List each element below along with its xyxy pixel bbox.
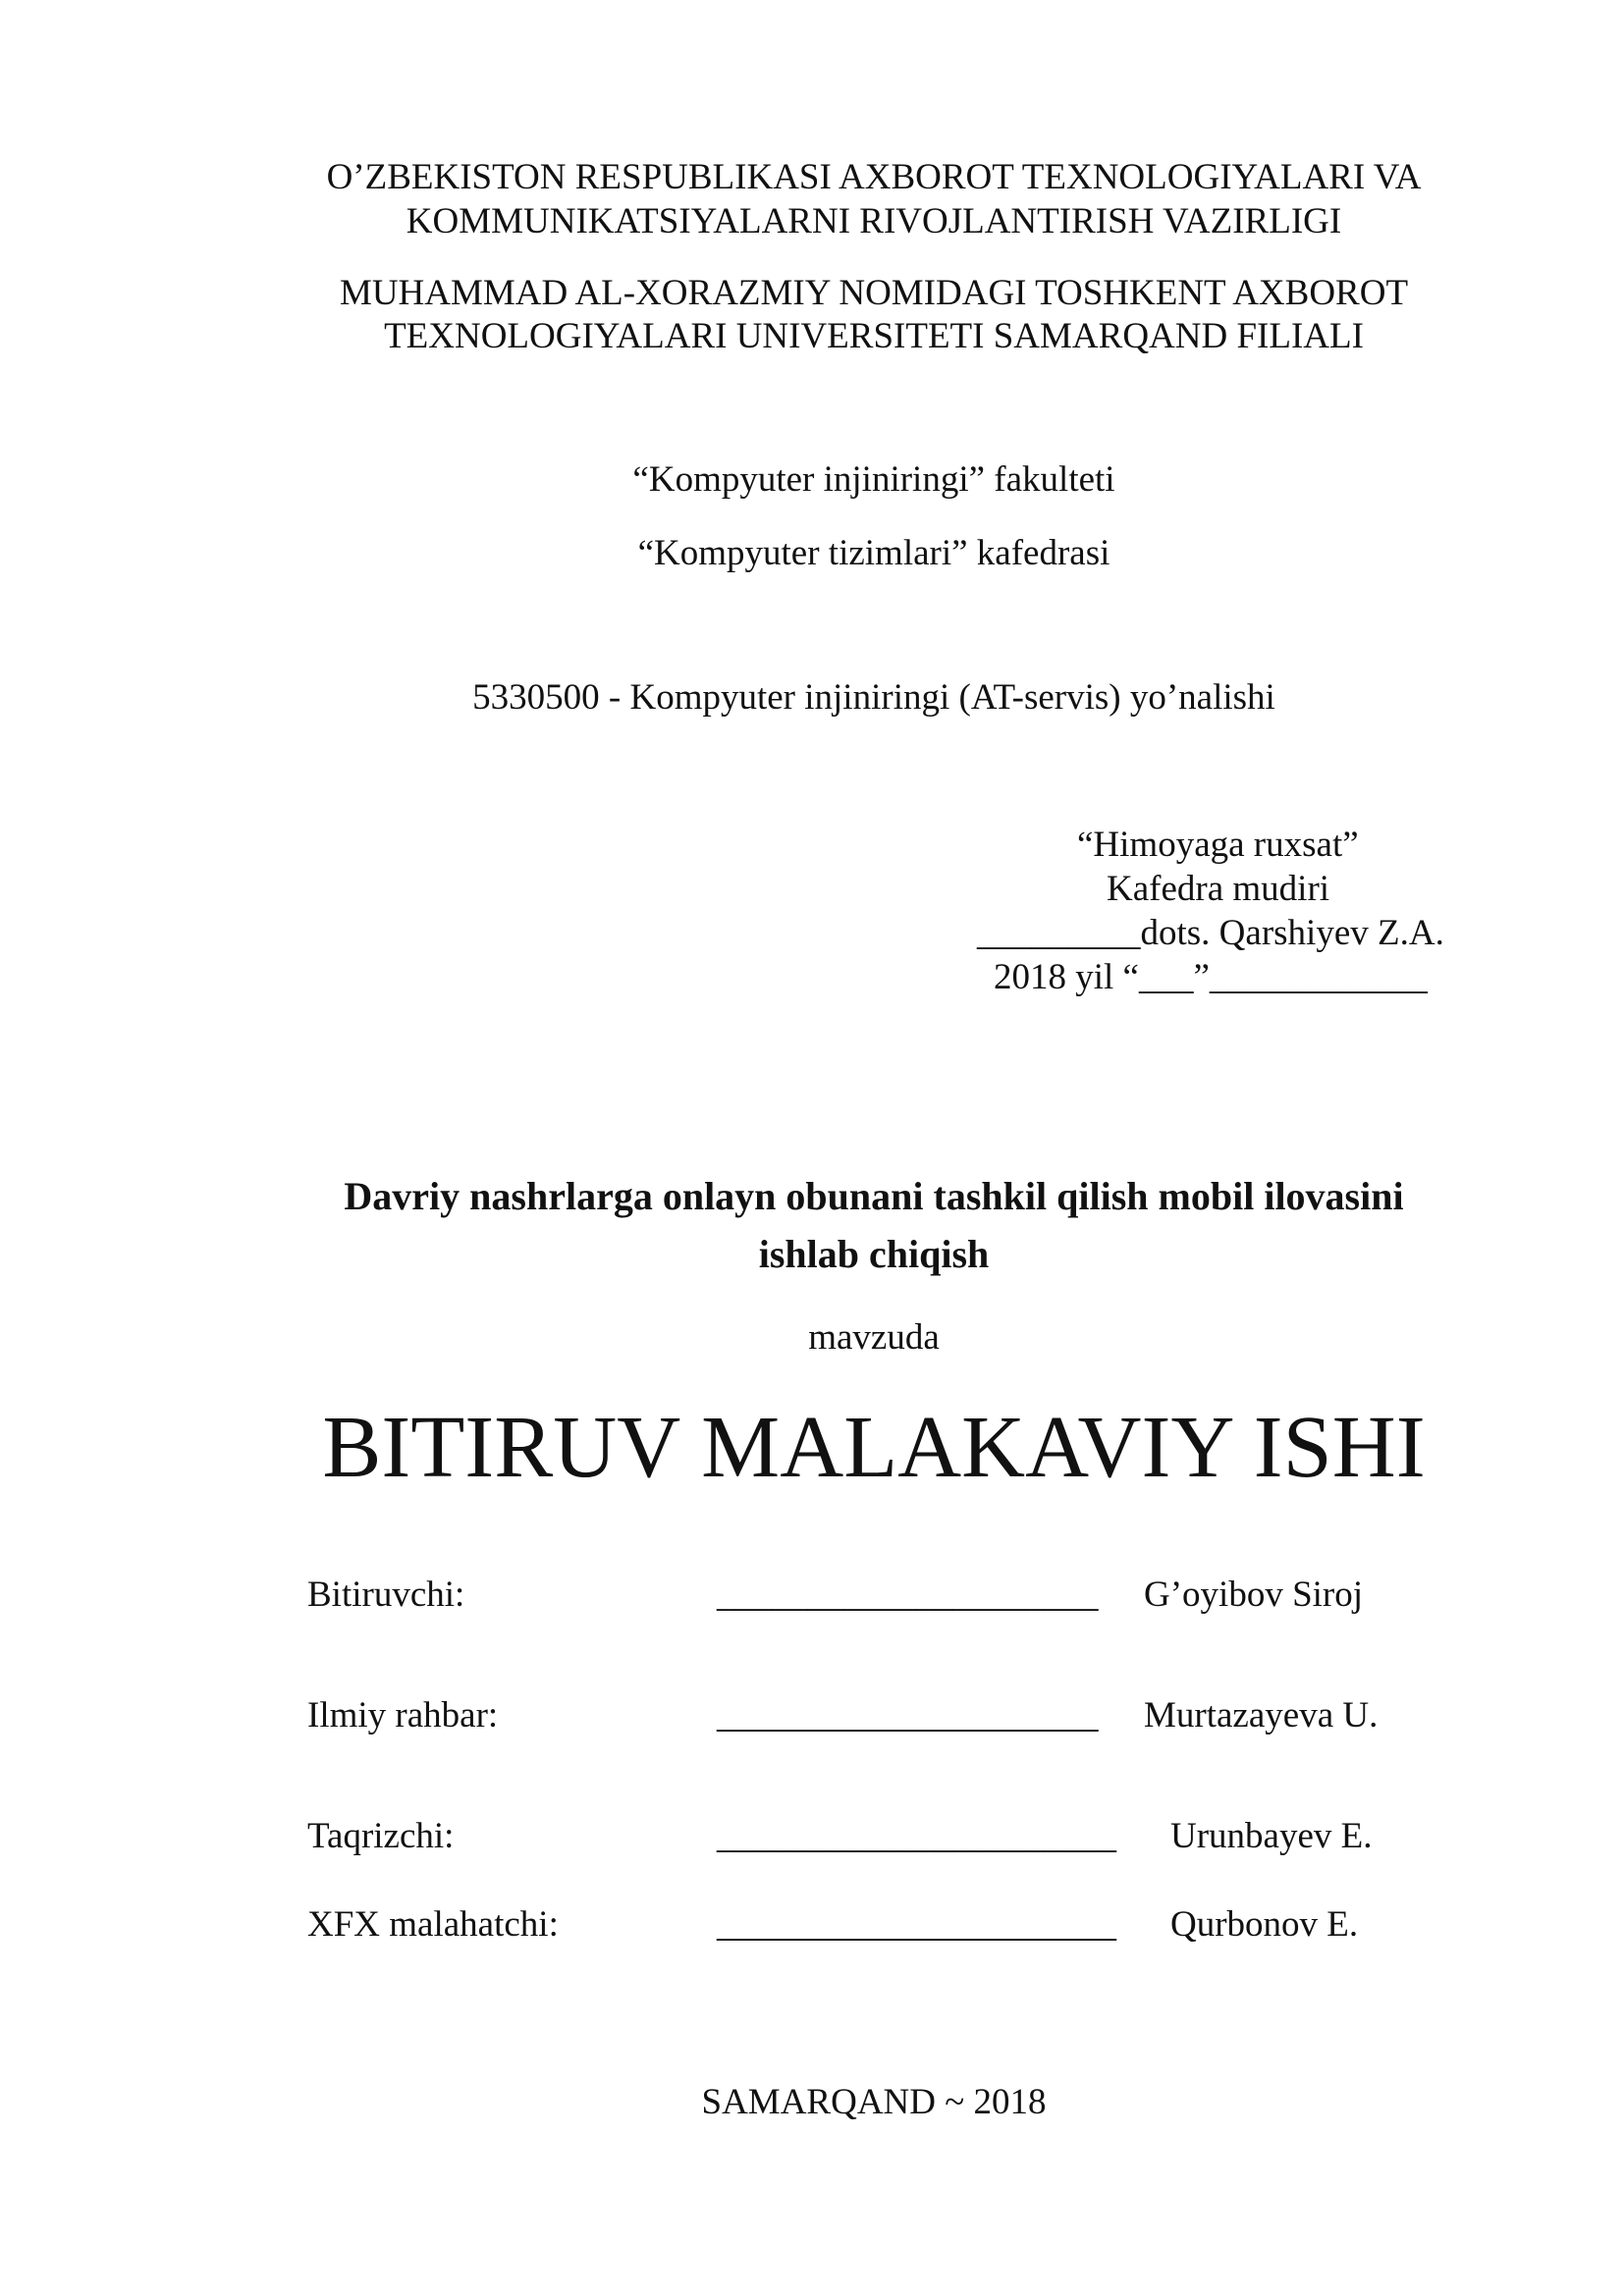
approval-signature: _________dots. Qarshiyev Z.A. — [977, 913, 1444, 953]
role-label: XFX malahatchi: — [307, 1904, 559, 1945]
signature-line: _____________________ — [717, 1695, 1099, 1735]
ministry-line-1: O’ZBEKISTON RESPUBLIKASI AXBOROT TEXNOLOGIYALARI VA — [326, 157, 1422, 197]
approval-heading: “Himoyaga ruxsat” — [1077, 825, 1359, 865]
role-name: Murtazayeva U. — [1144, 1695, 1379, 1735]
role-label: Taqrizchi: — [307, 1816, 455, 1856]
role-label: Ilmiy rahbar: — [307, 1695, 499, 1735]
signature-line: _____________________ — [717, 1575, 1099, 1615]
role-name: G’oyibov Siroj — [1144, 1575, 1364, 1615]
specialty-line: 5330500 - Kompyuter injiniringi (AT-servis) yo’nalishi — [472, 677, 1275, 718]
university-line-1: MUHAMMAD AL-XORAZMIY NOMIDAGI TOSHKENT AXBOROT — [339, 273, 1409, 313]
faculty-name: “Kompyuter injiniringi” fakulteti — [632, 459, 1115, 500]
ministry-line-2: KOMMUNIKATSIYALARNI RIVOJLANTIRISH VAZIRLIGI — [406, 201, 1342, 241]
work-title: BITIRUV MALAKAVIY ISHI — [322, 1399, 1426, 1496]
approval-position: Kafedra mudiri — [1107, 869, 1330, 909]
topic-line-1: Davriy nashrlarga onlayn obunani tashkil qilish mobil ilovasini — [344, 1174, 1404, 1218]
footer-city-year: SAMARQAND ~ 2018 — [701, 2082, 1047, 2122]
university-line-2: TEXNOLOGIYALARI UNIVERSITETI SAMARQAND FILIALI — [384, 316, 1364, 356]
role-name: Urunbayev E. — [1170, 1816, 1373, 1856]
role-name: Qurbonov E. — [1170, 1904, 1359, 1945]
signature-line: ______________________ — [717, 1904, 1116, 1945]
topic-suffix: mavzuda — [808, 1317, 940, 1358]
department-name: “Kompyuter tizimlari” kafedrasi — [637, 533, 1110, 573]
topic-line-2: ishlab chiqish — [758, 1232, 990, 1276]
role-label: Bitiruvchi: — [307, 1575, 465, 1615]
signature-line: ______________________ — [717, 1816, 1116, 1856]
approval-date: 2018 yil “___”____________ — [994, 957, 1428, 997]
